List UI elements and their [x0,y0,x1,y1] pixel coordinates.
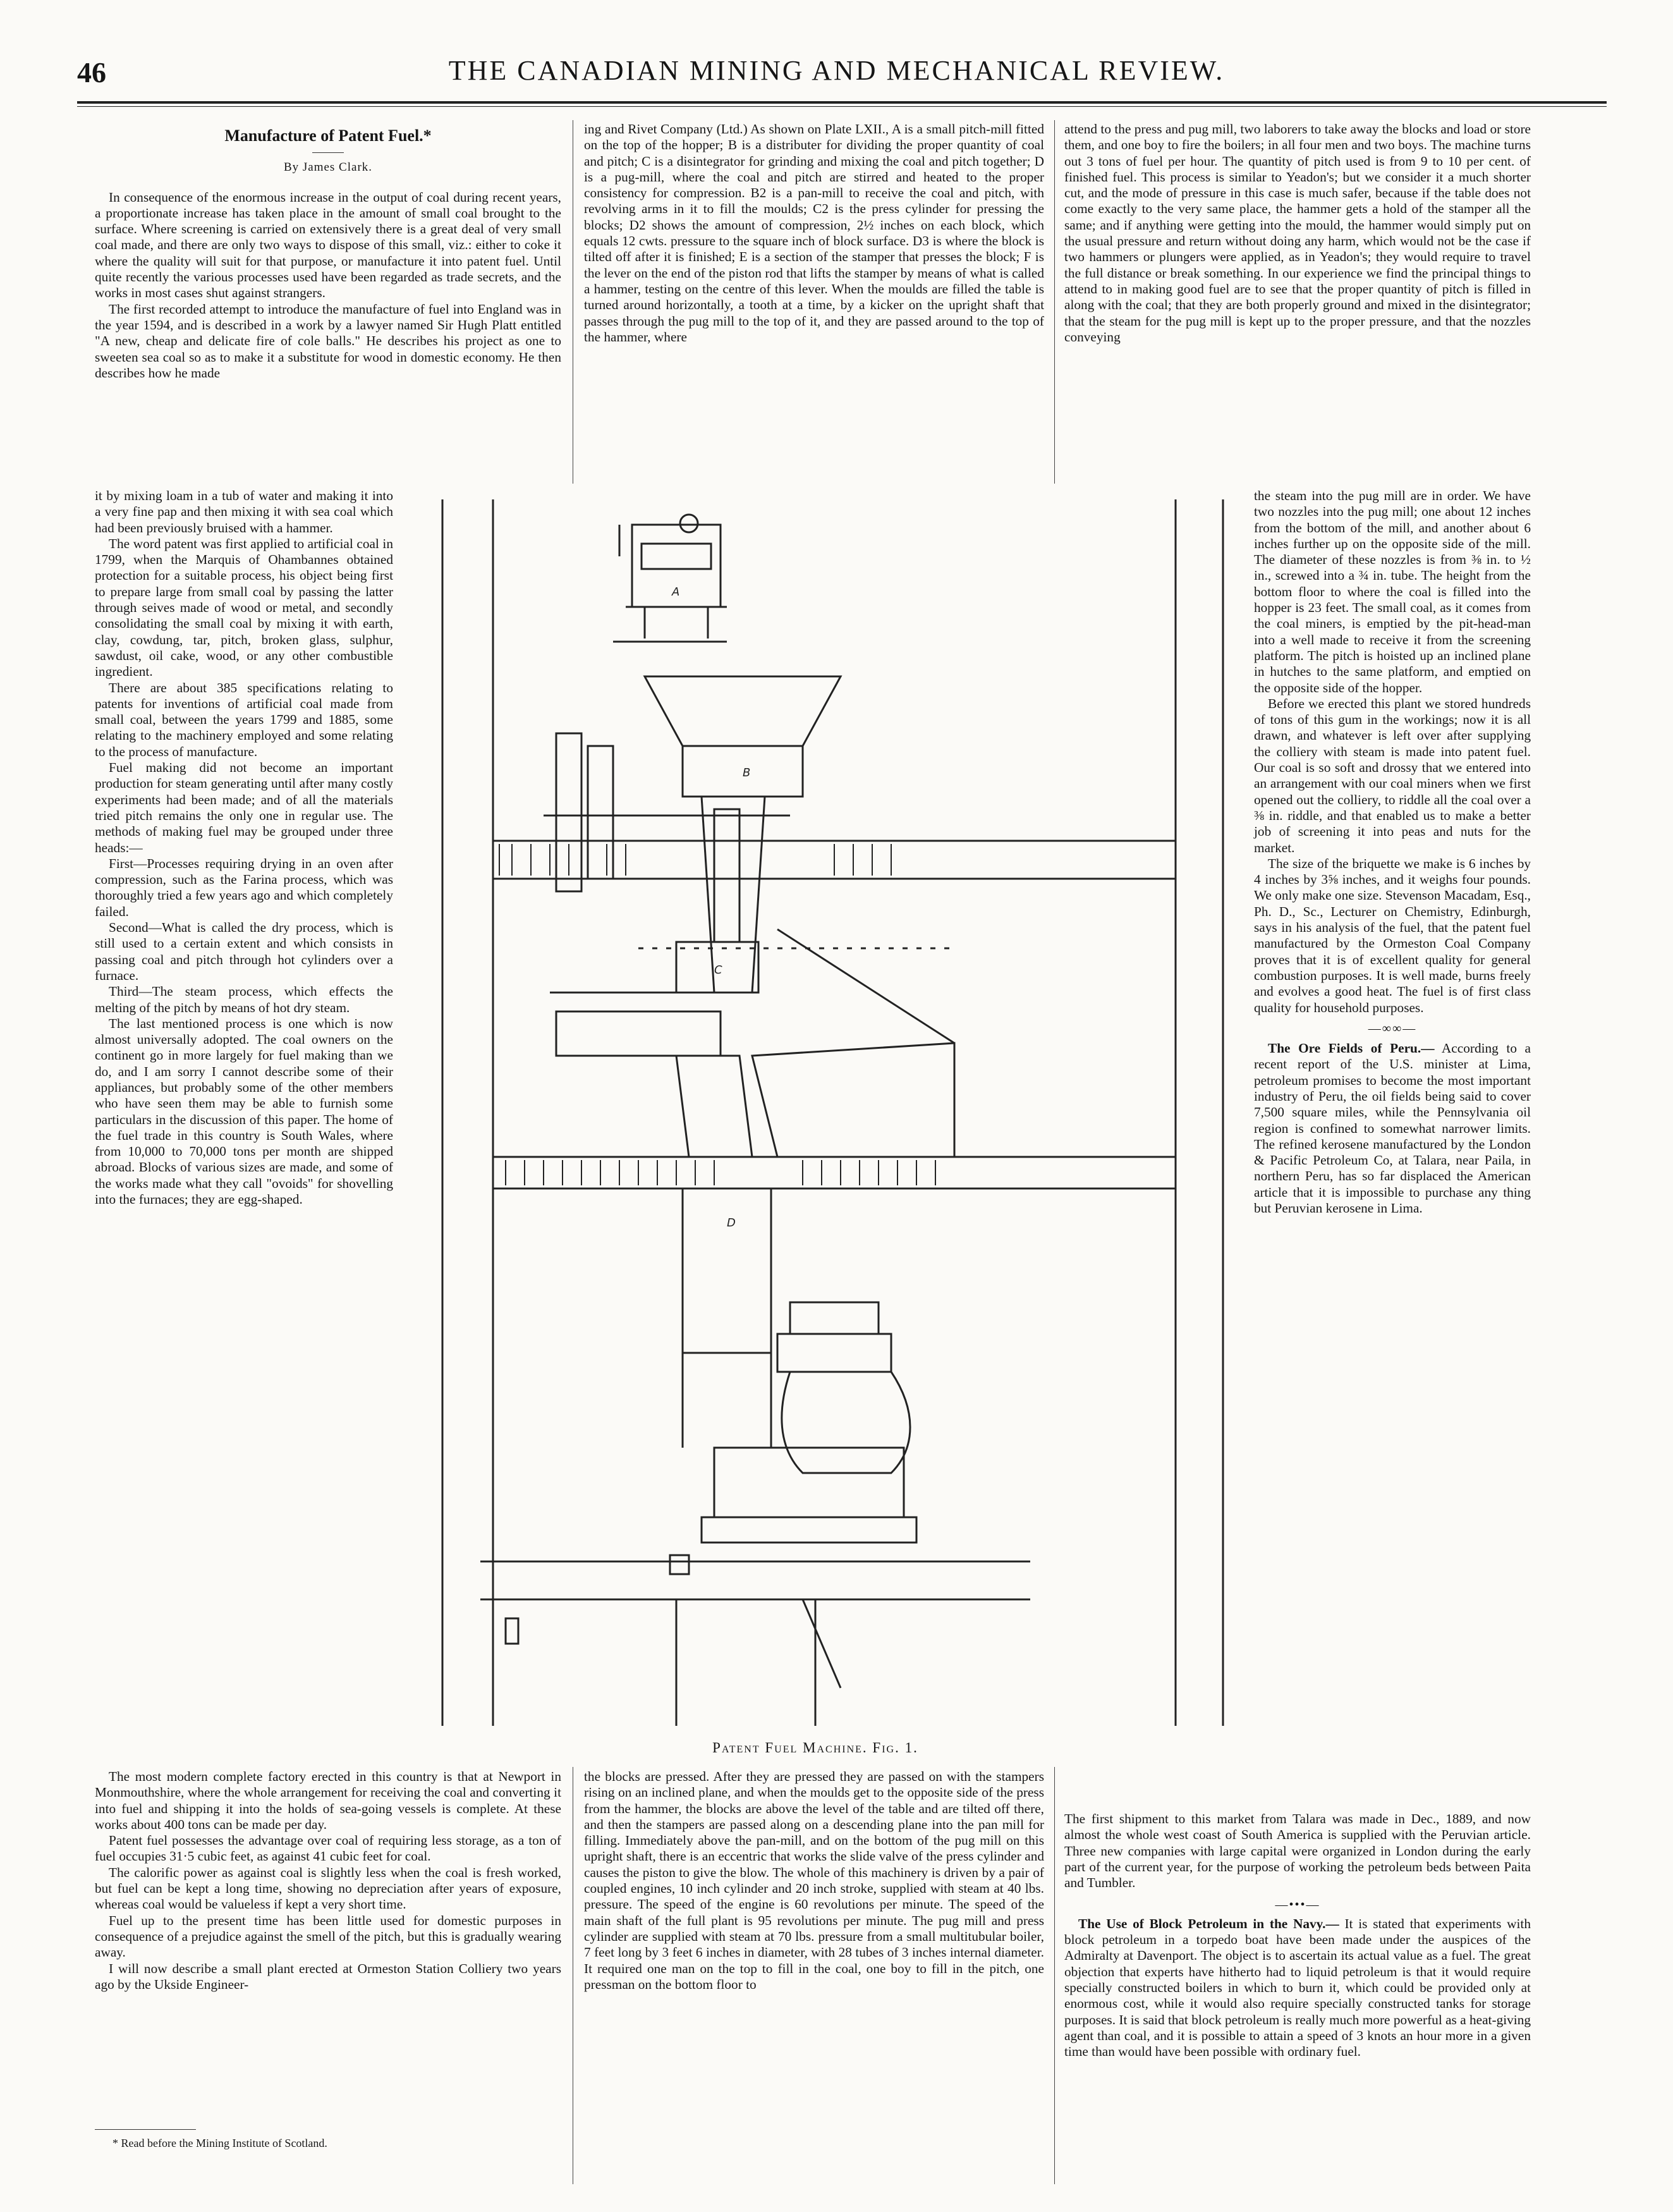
paragraph: The most modern complete factory erected in this country is that at Newport in Monmouthshire, where the whole arrangement for receiving the coal and converting it into fuel and shipping it into the holds of sea-going vessels is complete. At these works about 400 tons can be made per day. [95,1769,561,1832]
paragraph: The size of the briquette we make is 6 inches by 4 inches by 3⅝ inches, and it weighs four pounds. We only make one size. Stevenson Macadam, Esq., Ph. D., Sc., Lecturer on Chemistry, Edinburgh, says in his analysis of the fuel, that the patent fuel manufactured by the Ormeston Coal Company proves that it is of excellent quality for general combustion purposes. It is well made, burns freely and evolves a good heat. The fuel is of first class quality for household purposes. [1254,855,1531,1015]
section-separator: —•••— [1275,1898,1320,1912]
article-col2-top [584,121,1044,345]
article-col1-narrow [95,488,393,1207]
navy-article [1064,1916,1531,2060]
pug-mill-d [683,1188,771,1353]
navy-article-text: It is stated that experiments with block petroleum in a torpedo boat have been made under the auspices of the Admiralty at Davenport. The object is to ascertain its actual value as a fuel. The great objection that experts have hitherto had to liquid petroleum is that it would require specially constructed boilers in which to burn it, which could be provided only at enormous cost, while it would also require specially constructed tanks for storage purposes. It is said that block petroleum is really much more powerful as a heat-giving agent than coal, and it is possible to attain a speed of 3 knots an hour more in a given time than would have been possible with ordinary fuel. [1064,1916,1531,2060]
article-col3-bottom [1064,1811,1531,2060]
paragraph: the blocks are pressed. After they are pressed they are passed on with the stampers rising on an inclined plane, and when the moulds get to the opposite side of the press from the hammer, the blocks are above the level of the table and are tilted off there, and then the stampers are passed along on a descending plane into the pan mill for filling. Immediately above the pan-mill, and on the bottom of the pug mill on this upright shaft, there is an eccentric that works the slide valve of the press cylinder and causes the piston to give the blow. The whole of this machinery is driven by a pair of coupled engines, 10 inch cylinder and 20 inch stroke, supplied with steam at 40 lbs. pressure. The speed of the engine is 60 revolutions per minute. The speed of the main shaft of the full plant is 95 revolutions per minute. The pug mill and press cylinder are supplied with steam at 70 lbs. pressure from a small multitubular boiler, 7 feet long by 3 feet 6 inches in diameter, with 28 tubes of 3 inches internal diameter. It required one man on the top to fill in the coal, one boy to fill in the pitch, one pressman on the bottom floor to [584,1769,1044,1992]
article-col3-narrow [1254,488,1531,1216]
peru-article-text: According to a recent report of the U.S. minister at Lima, petroleum promises to become the most important industry of Peru, the oil fields being said to cover 7,500 square miles, while the Pennsylvania oil region is confined to somewhat narrower limits. The refined kerosene manufactured by the London & Pacific Petroleum Co, at Talara, near Paila, in northern Peru, has so far displaced the American article that it is impossible to purchase any thing but Peruvian kerosene in Lima. [1254,1041,1531,1216]
article-col1-bottom [95,1769,561,1993]
pan-mill [714,1448,904,1517]
peru-article-title: The Ore Fields of Peru.— [1268,1041,1435,1056]
paragraph: Patent fuel possesses the advantage over coal of requiring less storage, as a ton of fuel occupies 31·5 cubic feet, as against 41 cubic feet for coal. [95,1833,561,1864]
paragraph: Fuel making did not become an important production for steam generating until after many costly experiments had been made; and of all the materials tried pitch remains the only one in regular use. The methods of making fuel may be grouped under three heads:— [95,760,393,855]
article-col2-bottom [584,1769,1044,1993]
hopper [645,676,841,746]
label-c: C [714,963,722,977]
figure-caption: Patent Fuel Machine. Fig. 1. [712,1740,918,1756]
footnote: * Read before the Mining Institute of Scotland. [113,2137,327,2149]
label-d: D [727,1216,736,1230]
paragraph: Third—The steam process, which effects the melting of the pitch by means of hot dry steam. [95,984,393,1015]
header-rule-thin [77,106,1607,107]
paragraph: First—Processes requiring drying in an oven after compression, such as the Farina process, which was thoroughly tried a few years ago and which completely failed. [95,855,393,919]
header-rule [77,101,1607,104]
label-b: B [743,766,751,779]
paragraph: Second—What is called the dry process, which is still used to a certain extent and which consists in passing coal and pitch through hot cylinders over a furnace. [95,920,393,983]
paragraph: The calorific power as against coal is slightly less when the coal is fresh worked, but fuel can be kept a long time, showing no depreciation after years of exposure, whereas coal would be valueless if kept a very short time. [95,1864,561,1912]
machine-drawing [442,499,1223,1726]
paragraph: ing and Rivet Company (Ltd.) As shown on Plate LXII., A is a small pitch-mill fitted on the top of the hopper; B is a distributer for dividing the proper quantity of coal and pitch; C is a disintegrator for grinding and mixing the coal and pitch together; D is a pug-mill, where the coal and pitch are stirred and heated to the proper consistency for compression. B2 is a pan-mill to receive the coal and pitch, with revolving arms in it to fill the moulds; C2 is the press cylinder for pressing the blocks; D2 shows the amount of compression, 2½ inches on each block, which equals 12 cwts. pressure to the square inch of block surface. D3 is where the block is tilted off after it is finished; E is a section of the stamper that presses the block; F is the lever on the end of the piston rod that lifts the stamper by means of what is called a hammer, testing on the centre of this lever. When the moulds are filled the table is turned around horizontally, a tooth at a time, by a kicker on the upright shaft that passes through the pug mill to the top of it, and they are passed around to the top of the hammer, where [584,121,1044,345]
article-col1-top [95,121,561,381]
paragraph: I will now describe a small plant erected at Ormeston Station Colliery two years ago by the Ukside Engineer- [95,1960,561,1992]
paragraph: the steam into the pug mill are in order. We have two nozzles into the pug mill; one about 12 inches from the bottom of the mill, and another about 6 inches further up on the opposite side of the mill. The diameter of these nozzles is from ⅜ in. to ½ in., screwed into a ¾ in. tube. The height from the bottom floor to where the coal is filled into the hopper is 23 feet. The small coal, as it comes from the coal miners, is emptied by the pit-head-man into a well made to receive it from the screening platform. The pitch is hoisted up an inclined plane in hutches to the same platform, and emptied on the opposite side of the hopper. [1254,488,1531,695]
patent-fuel-machine-figure [398,487,1248,1751]
column-rule [1054,120,1055,484]
paragraph: attend to the press and pug mill, two laborers to take away the blocks and load or store them, and one boy to fire the boilers; in all four men and two boys. The machine turns out 3 tons of fuel per hour. The quantity of pitch used is from 9 to 10 per cent. of finished fuel. This process is similar to Yeadon's; but we consider it a much shorter cut, and the mode of pressure in this case is much safer, because if the table does not come exactly to the very same place, the hammer gets a hold of the stamper all the same; and if anything were getting into the mould, the hammer would simply put on the usual pressure and return without doing any harm, which would not be the case if two hammers or plungers were applied, as in Yeadon's; they would require to travel the full distance or break something. In our experience we find the principal things to attend to in making good fuel are to see that the proper quantity of pitch is filled in along with the coal; that they are both properly ground and mixed in the disintegrator; that the steam for the pug mill is kept up to the proper pressure, and that the nozzles conveying [1064,121,1531,345]
label-a: A [672,585,680,599]
page-number: 46 [77,56,106,89]
paragraph: it by mixing loam in a tub of water and making it into a very fine pap and then mixing it with sea coal which had been previously bruised with a hammer. [95,488,393,535]
paragraph: There are about 385 specifications relating to patents for inventions of artificial coal made from small coal, between the years 1799 and 1885, some relating to the machinery employed and some relating to the process of manufacture. [95,680,393,759]
paragraph: The word patent was first applied to artificial coal in 1799, when the Marquis of Ohambannes obtained protection for a suitable process, his object being first to prepare large from small coal by passing the latter through seives made of wood or metal, and secondly consolidating the small coal by mixing it with earth, clay, cowdung, tar, pitch, broken glass, sulphur, sawdust, oil cake, wood, or any other combustible ingredient. [95,535,393,680]
paragraph: Fuel up to the present time has been little used for domestic purposes in consequence of a prejudice against the smell of the pitch, but this is gradually wearing away. [95,1912,561,1960]
section-separator: —∞∞— [1368,1021,1417,1036]
paragraph: Before we erected this plant we stored hundreds of tons of this gum in the workings; now it is all drawn, and whatever is left over after supplying the colliery with steam is made into patent fuel. Our coal is so soft and drossy that we entered into an arrangement with our coal miners when we first opened out the colliery, to riddle all the coal over a ⅜ in. riddle, and that enabled us to make a better job of screening it into peas and nuts for the market. [1254,695,1531,855]
paragraph: The first shipment to this market from Talara was made in Dec., 1889, and now almost the whole west coast of South America is supplied with the Peruvian article. Three new companies with large capital were organized in London during the early part of the current year, for the purpose of working the petroleum beds between Paita and Tumbler. [1064,1811,1531,1891]
navy-article-title: The Use of Block Petroleum in the Navy.— [1078,1916,1339,1931]
footnote-rule [95,2129,196,2130]
paragraph: In consequence of the enormous increase in the output of coal during recent years, a proportionate increase has taken place in the amount of small coal brought to the surface. Where screening is carried on extensively there is a great deal of very small coal made, and there are only two ways to dispose of this small, viz.: either to coke it where the quality will suit for that purpose, or manufacture it into patent fuel. Until quite recently the various processes used have been regarded as trade secrets, and the works in most cases shut against strangers. [95,189,561,301]
paragraph: The last mentioned process is one which is now almost universally adopted. The coal owners on the continent go in more largely for fuel making than we do, and I am sorry I cannot describe some of their appliances, but probably some of the other members who have seen them may be able to furnish some particulars in the discussion of this paper. The home of the fuel trade in this country is South Wales, where from 10,000 to 70,000 tons per month are shipped abroad. Blocks of various sizes are made, and some of the works made what they call "ovoids" for shovelling into the furnaces; they are egg-shaped. [95,1015,393,1207]
article-title: Manufacture of Patent Fuel.* [224,126,432,145]
article-byline: By James Clark. [95,152,561,175]
running-head: THE CANADIAN MINING AND MECHANICAL REVIEW. [448,55,1225,86]
peru-article-start [1254,1041,1531,1216]
article-col3-top [1064,121,1531,345]
column-rule [1054,1767,1055,2184]
paragraph: The first recorded attempt to introduce the manufacture of fuel into England was in the year 1594, and is described in a work by a lawyer named Sir Hugh Platt entitled "A new, cheap and delicate fire of cole balls." He describes his project as one to sweeten sea coal so as to make it a substitute for wood in domestic economy. He then describes how he made [95,301,561,381]
